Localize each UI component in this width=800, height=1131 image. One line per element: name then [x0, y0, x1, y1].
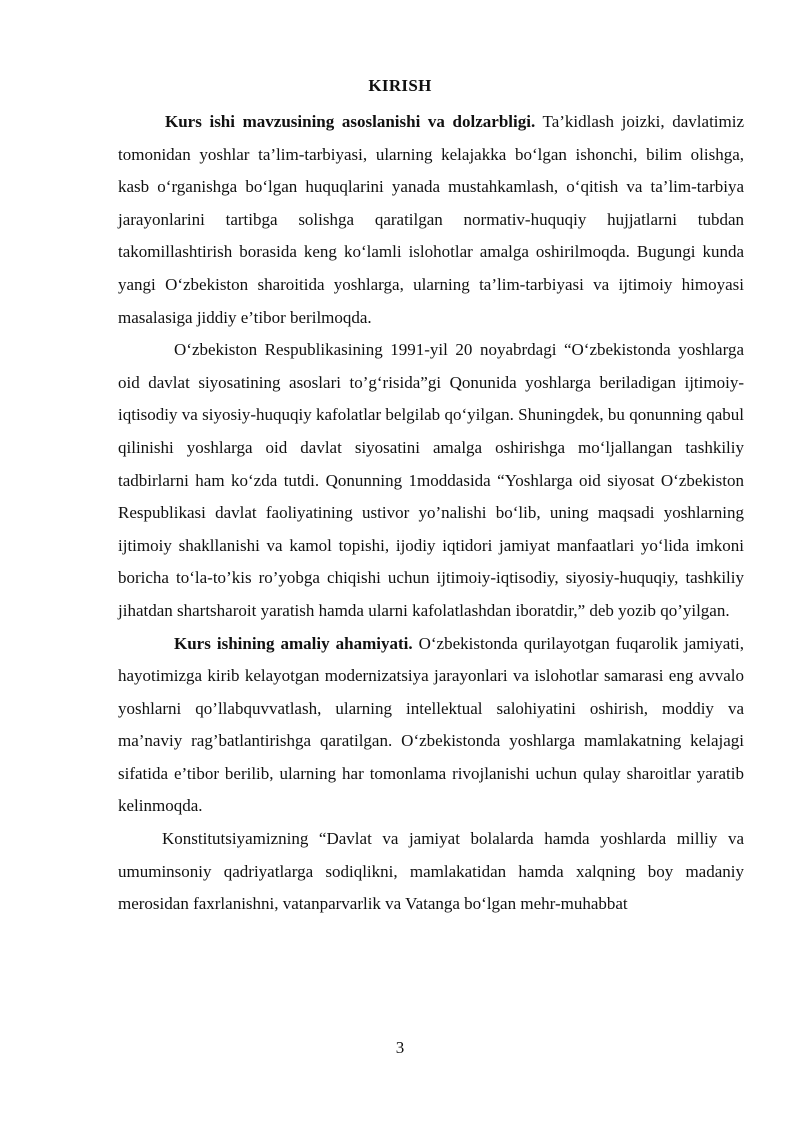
paragraph-text-law: O‘zbekiston Respublikasining 1991-yil 20 noyabrdagi “O‘zbekistonda yoshlarga oid davlat siyosatining asoslari to’g‘risida”gi Qonunida yoshlarga beriladigan ijtimoiy-iqtisodiy va siyosiy-huquqiy kafolatlar belgilab qo‘yilgan. Shuningdek, bu qonunning qabul qilinishi yoshlarga oid davlat siyosatini amalga oshirishga mo‘ljallangan tashkiliy tadbirlarni ham ko‘zda tutdi. Qonunning 1moddasida “Yoshlarga oid siyosat O‘zbekiston Respublikasi davlat faoliyatining ustivor yo’nalishi bo‘lib, uning maqsadi yoshlarning ijtimoiy shakllanishi va kamol topishi, ijodiy iqtidori jamiyat manfaatlari yo‘lida imkoni boricha to‘la-to’kis ro’yobga chiqishi uchun ijtimoiy-iqtisodiy, siyosiy-huquqiy, tashkiliy jihatdan shartsharoit yaratish hamda ularni kafolatlashdan iboratdir,” deb yozib qo’yilgan.	[118, 340, 744, 620]
paragraph-practical-significance	[118, 628, 744, 824]
paragraph-heading-practical: Kurs ishining amaliy ahamiyati.	[174, 633, 413, 653]
paragraph-text-constitution: Konstitutsiyamizning “Davlat va jamiyat bolalarda hamda yoshlarda milliy va umuminsoniy qadriyatlarga sodiqlikni, mamlakatidan hamda xalqning boy madaniy merosidan faxrlanishni, vatanparvarlik va Vatanga bo‘lgan mehr-muhabbat	[118, 829, 744, 914]
paragraph-heading-relevance: Kurs ishi mavzusining asoslanishi va dolzarbligi.	[165, 112, 536, 131]
paragraph-relevance	[118, 106, 744, 334]
paragraph-constitution	[118, 823, 744, 921]
page-number: 3	[395, 1038, 405, 1057]
paragraph-text-relevance: Ta’kidlash joizki, davlatimiz tomonidan yoshlar ta’lim-tarbiyasi, ularning kelajakka bo‘lgan ishonchi, bilim olishga, kasb o‘rganishga bo‘lgan huquqlarini yanada mustahkamlash, o‘qitish va ta’lim-tarbiya jarayonlarini tartibga solishga qaratilgan normativ-huquqiy hujjatlarni tubdan takomillashtirish borasida keng ko‘lamli islohotlar amalga oshirilmoqda. Bugungi kunda yangi O‘zbekiston sharoitida yoshlarga, ularning ta’lim-tarbiyasi va ijtimoiy himoyasi masalasiga jiddiy e’tibor berilmoqda.	[118, 112, 745, 327]
body-text	[118, 106, 744, 921]
section-title: KIRISH	[368, 76, 432, 95]
paragraph-text-practical: O‘zbekistonda qurilayotgan fuqarolik jamiyati, hayotimizga kirib kelayotgan modernizatsiya jarayonlari va islohotlar samarasi eng avvalo yoshlarni qo’llabquvvatlash, ularning intellektual salohiyatini oshirish, moddiy va ma’naviy rag’batlantirishga qaratilgan. O‘zbekistonda yoshlarga mamlakatning kelajagi sifatida e’tibor berilib, ularning har tomonlama rivojlanishi uchun qulay sharoitlar yaratib kelinmoqda.	[118, 633, 744, 816]
paragraph-law	[118, 334, 744, 627]
